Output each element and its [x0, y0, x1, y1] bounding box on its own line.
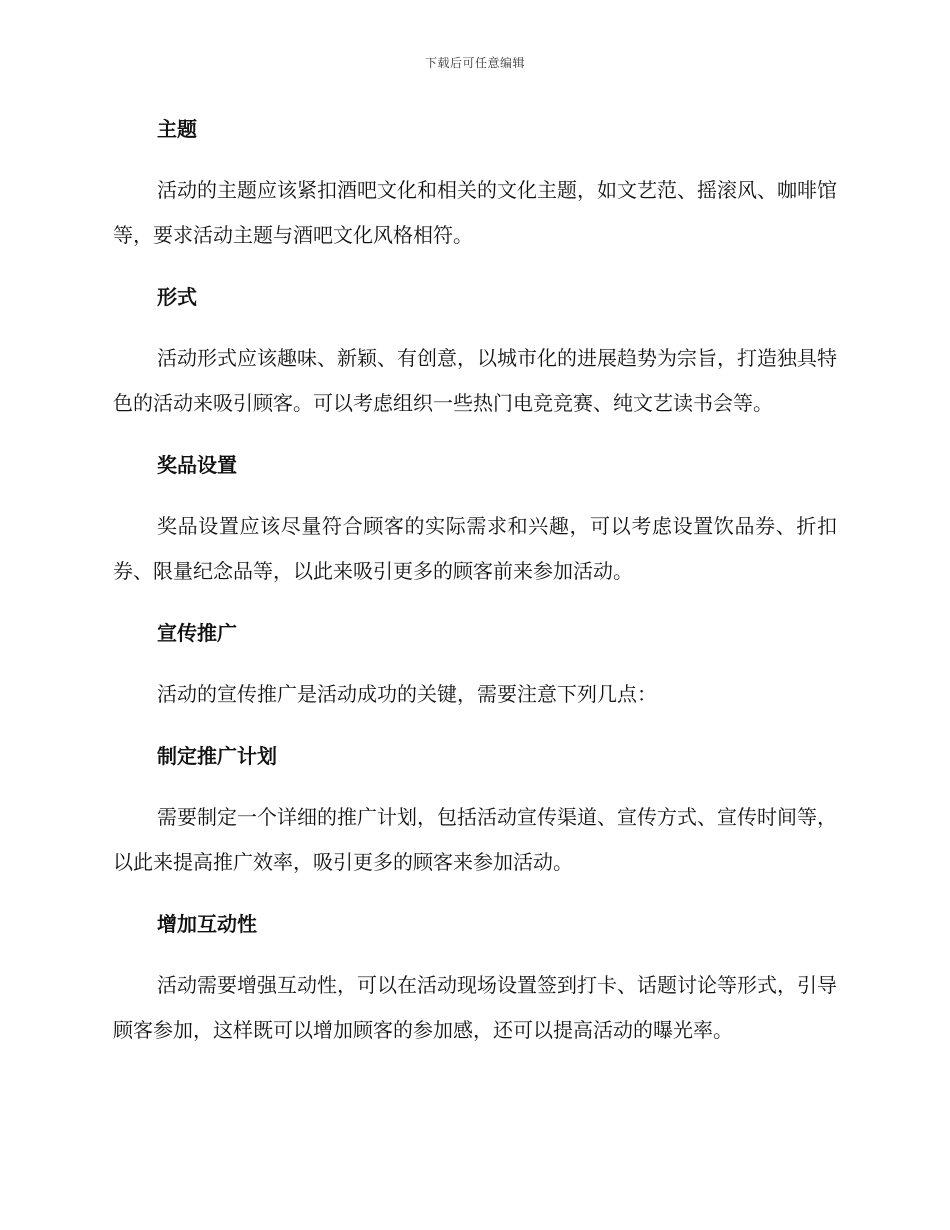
section-heading: 形式	[157, 285, 197, 309]
section-heading: 主题	[157, 117, 197, 141]
section-paragraph: 需要制定一个详细的推广计划，包括活动宣传渠道、宣传方式、宣传时间等，以此来提高推广效率，吸引更多的顾客来参加活动。	[113, 805, 837, 874]
section-paragraph: 活动的宣传推广是活动成功的关键，需要注意下列几点：	[157, 682, 657, 706]
section-heading: 奖品设置	[157, 453, 237, 477]
section-interactivity	[113, 907, 837, 1053]
section-paragraph: 活动的主题应该紧扣酒吧文化和相关的文化主题，如文艺范、摇滚风、咖啡馆等，要求活动主题与酒吧文化风格相符。	[113, 178, 837, 247]
document-body	[113, 112, 837, 1053]
section-promotion-plan	[113, 739, 837, 885]
section-paragraph: 活动需要增强互动性，可以在活动现场设置签到打卡、话题讨论等形式，引导顾客参加，这样既可以增加顾客的参加感，还可以提高活动的曝光率。	[113, 973, 837, 1042]
section-paragraph: 奖品设置应该尽量符合顾客的实际需求和兴趣，可以考虑设置饮品券、折扣券、限量纪念品等，以此来吸引更多的顾客前来参加活动。	[113, 514, 837, 583]
section-promotion	[113, 616, 837, 717]
section-heading: 宣传推广	[157, 621, 237, 645]
section-heading: 增加互动性	[157, 912, 257, 936]
section-prizes	[113, 448, 837, 594]
page-header: 下载后可任意编辑	[424, 56, 525, 70]
section-heading: 制定推广计划	[157, 744, 277, 768]
section-format	[113, 280, 837, 426]
section-theme	[113, 112, 837, 258]
section-paragraph: 活动形式应该趣味、新颖、有创意，以城市化的进展趋势为宗旨，打造独具特色的活动来吸引顾客。可以考虑组织一些热门电竞竞赛、纯文艺读书会等。	[113, 346, 837, 415]
